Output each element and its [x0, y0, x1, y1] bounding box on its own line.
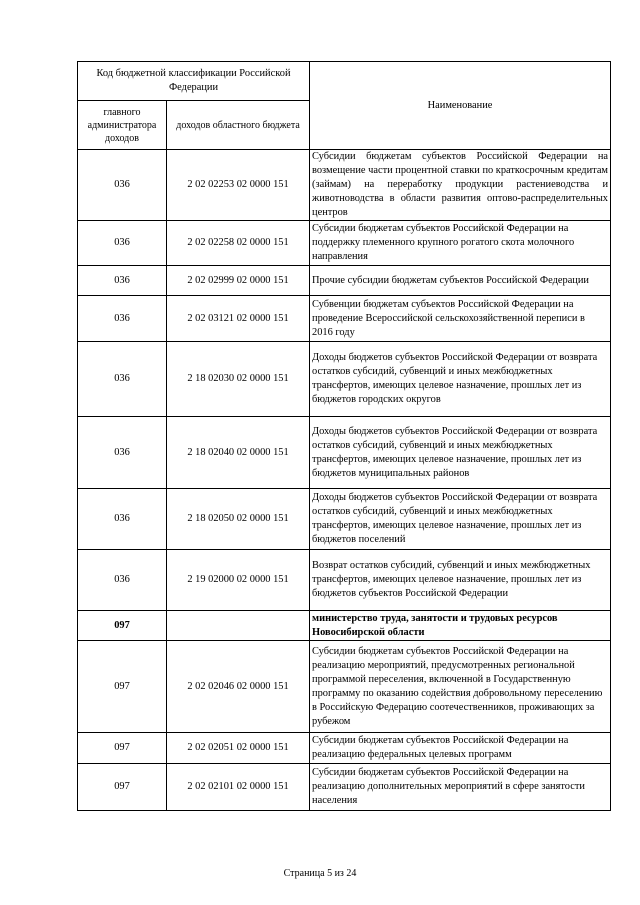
header-admin-code: главного администратора доходов [78, 101, 167, 150]
admin-code-cell: 036 [78, 296, 167, 342]
table-row [78, 342, 611, 417]
name-cell: Субсидии бюджетам субъектов Российской Федерации на реализацию мероприятий, предусмотренных региональной программой переселения, включенной в Государственную программу по оказанию содействия добровольному переселению в Российскую Федерацию соотечественников, проживающих за рубежом [310, 641, 611, 733]
revenue-code-cell: 2 02 02046 02 0000 151 [167, 641, 310, 733]
admin-code-cell: 097 [78, 764, 167, 811]
admin-code-cell: 097 [78, 733, 167, 764]
revenue-code-cell [167, 611, 310, 641]
name-cell: Субсидии бюджетам субъектов Российской Федерации на поддержку племенного крупного рогатого скота молочного направления [310, 221, 611, 266]
admin-code-cell: 036 [78, 417, 167, 489]
admin-code-cell: 036 [78, 266, 167, 296]
admin-code-cell: 036 [78, 489, 167, 550]
revenue-code-cell: 2 02 02999 02 0000 151 [167, 266, 310, 296]
admin-code-cell: 036 [78, 150, 167, 221]
page-number: Страница 5 из 24 [283, 868, 357, 879]
name-cell: Возврат остатков субсидий, субвенций и иных межбюджетных трансфертов, имеющих целевое назначение, прошлых лет из бюджетов субъектов Российской Федерации [310, 550, 611, 611]
revenue-code-cell: 2 02 02253 02 0000 151 [167, 150, 310, 221]
header-classification-code: Код бюджетной классификации Российской Федерации [78, 62, 310, 101]
admin-code-cell: 036 [78, 342, 167, 417]
admin-code-cell: 036 [78, 550, 167, 611]
name-cell: Доходы бюджетов субъектов Российской Федерации от возврата остатков субсидий, субвенций и иных межбюджетных трансфертов, имеющих целевое назначение, прошлых лет из бюджетов муниципальных районов [310, 417, 611, 489]
ministry-section-row [78, 611, 611, 641]
name-cell: Субвенции бюджетам субъектов Российской Федерации на проведение Всероссийской сельскохозяйственной переписи в 2016 году [310, 296, 611, 342]
admin-code-cell: 036 [78, 221, 167, 266]
revenue-code-cell: 2 02 02101 02 0000 151 [167, 764, 310, 811]
table-row [78, 266, 611, 296]
name-cell: Доходы бюджетов субъектов Российской Федерации от возврата остатков субсидий, субвенций и иных межбюджетных трансфертов, имеющих целевое назначение, прошлых лет из бюджетов городских округов [310, 342, 611, 417]
revenue-code-cell: 2 02 02258 02 0000 151 [167, 221, 310, 266]
table-row [78, 296, 611, 342]
ministry-name-cell: министерство труда, занятости и трудовых ресурсов Новосибирской области [310, 611, 611, 641]
name-cell: Субсидии бюджетам субъектов Российской Федерации на реализацию дополнительных мероприятий в сфере занятости населения [310, 764, 611, 811]
name-cell: Прочие субсидии бюджетам субъектов Российской Федерации [310, 266, 611, 296]
admin-code-cell: 097 [78, 611, 167, 641]
table-row [78, 733, 611, 764]
table-row [78, 550, 611, 611]
revenue-code-cell: 2 19 02000 02 0000 151 [167, 550, 310, 611]
table-row [78, 641, 611, 733]
table-row [78, 489, 611, 550]
revenue-code-cell: 2 18 02040 02 0000 151 [167, 417, 310, 489]
admin-code-cell: 097 [78, 641, 167, 733]
header-name: Наименование [310, 62, 611, 150]
table-row [78, 221, 611, 266]
name-cell: Субсидии бюджетам субъектов Российской Федерации на возмещение части процентной ставки по краткосрочным кредитам (займам) на переработку продукции растениеводства и животноводства в области развития оптово-распределительных центров [310, 150, 611, 221]
table-row [78, 764, 611, 811]
header-revenue-code: доходов областного бюджета [167, 101, 310, 150]
budget-classification-table [77, 61, 611, 811]
table-row [78, 417, 611, 489]
revenue-code-cell: 2 02 03121 02 0000 151 [167, 296, 310, 342]
name-cell: Субсидии бюджетам субъектов Российской Федерации на реализацию федеральных целевых программ [310, 733, 611, 764]
table-row [78, 150, 611, 221]
revenue-code-cell: 2 02 02051 02 0000 151 [167, 733, 310, 764]
revenue-code-cell: 2 18 02050 02 0000 151 [167, 489, 310, 550]
name-cell: Доходы бюджетов субъектов Российской Федерации от возврата остатков субсидий, субвенций и иных межбюджетных трансфертов, имеющих целевое назначение, прошлых лет из бюджетов поселений [310, 489, 611, 550]
revenue-code-cell: 2 18 02030 02 0000 151 [167, 342, 310, 417]
